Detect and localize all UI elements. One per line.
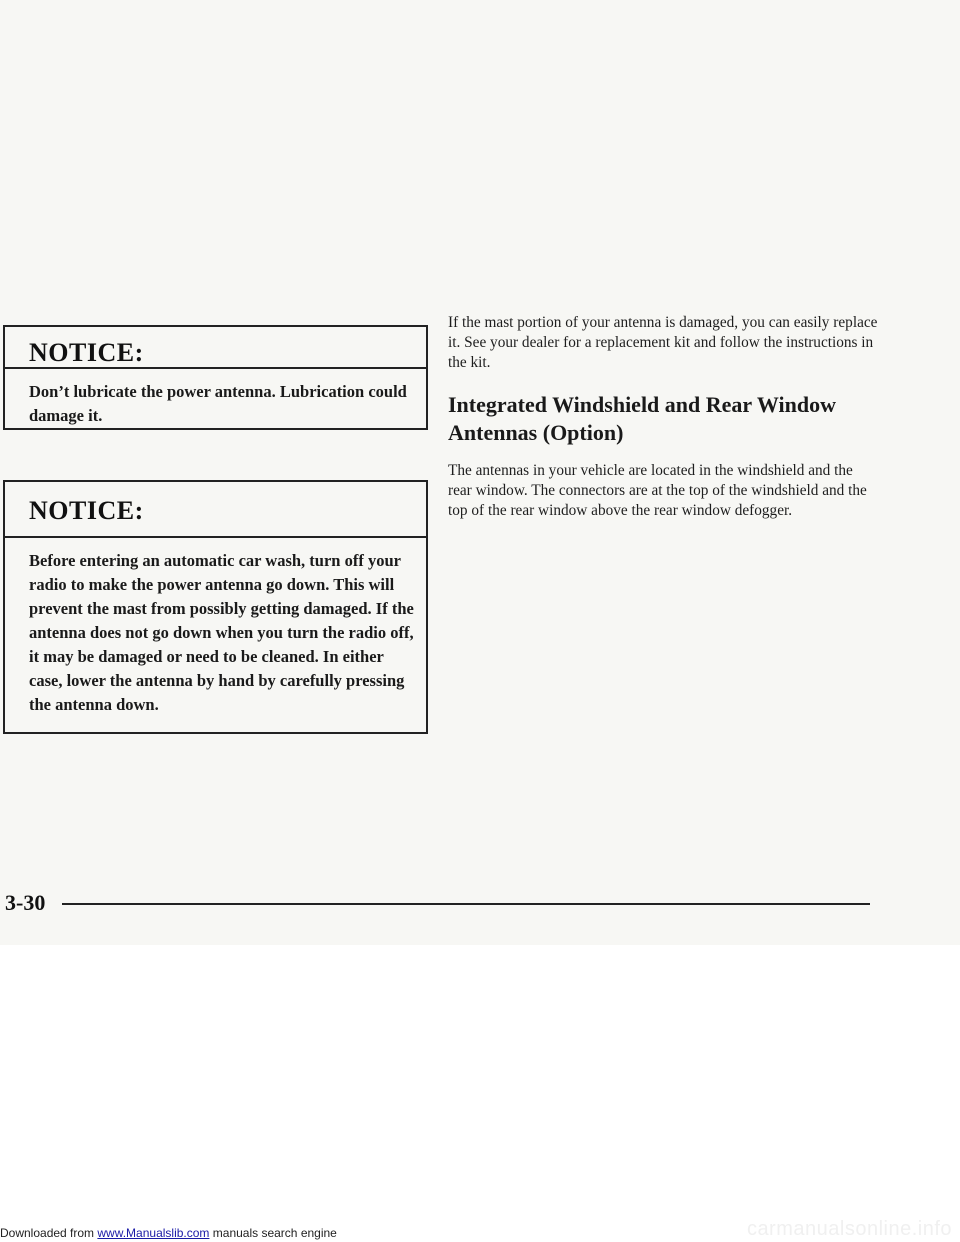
notice-body: Before entering an automatic car wash, turn off your radio to make the power antenna go down. This will prevent the mast from possibly getting damaged. If the antenna does not go down when you turn the radio off, it may be damaged or need to be cleaned. In either case, lower the antenna by hand by carefully pressing the antenna down. — [29, 551, 414, 714]
source-prefix: Downloaded from — [0, 1226, 98, 1240]
notice-box-lubrication — [3, 325, 428, 430]
source-suffix: manuals search engine — [209, 1226, 337, 1240]
page-number: 3-30 — [5, 890, 46, 915]
notice-header — [5, 327, 426, 369]
notice-title: NOTICE: — [29, 496, 144, 525]
watermark: carmanualsonline.info — [746, 1218, 952, 1240]
notice-body: Don’t lubricate the power antenna. Lubrication could damage it. — [29, 382, 407, 425]
right-column — [448, 313, 878, 521]
antenna-location-paragraph: The antennas in your vehicle are located in the windshield and the rear window. The connectors are at the top of the windshield and the top of the rear window above the rear window defogger. — [448, 462, 867, 519]
notice-header — [5, 482, 426, 538]
section-heading: Integrated Windshield and Rear Window Antennas (Option) — [448, 392, 836, 445]
download-source-line — [0, 1226, 337, 1240]
notice-title: NOTICE: — [29, 338, 144, 367]
footer-rule — [62, 903, 870, 905]
mast-replacement-paragraph: If the mast portion of your antenna is damaged, you can easily replace it. See your dealer for a replacement kit and follow the instructions in the kit. — [448, 314, 878, 371]
notice-box-car-wash — [3, 480, 428, 734]
manualslib-link[interactable]: www.Manualslib.com — [97, 1226, 210, 1240]
